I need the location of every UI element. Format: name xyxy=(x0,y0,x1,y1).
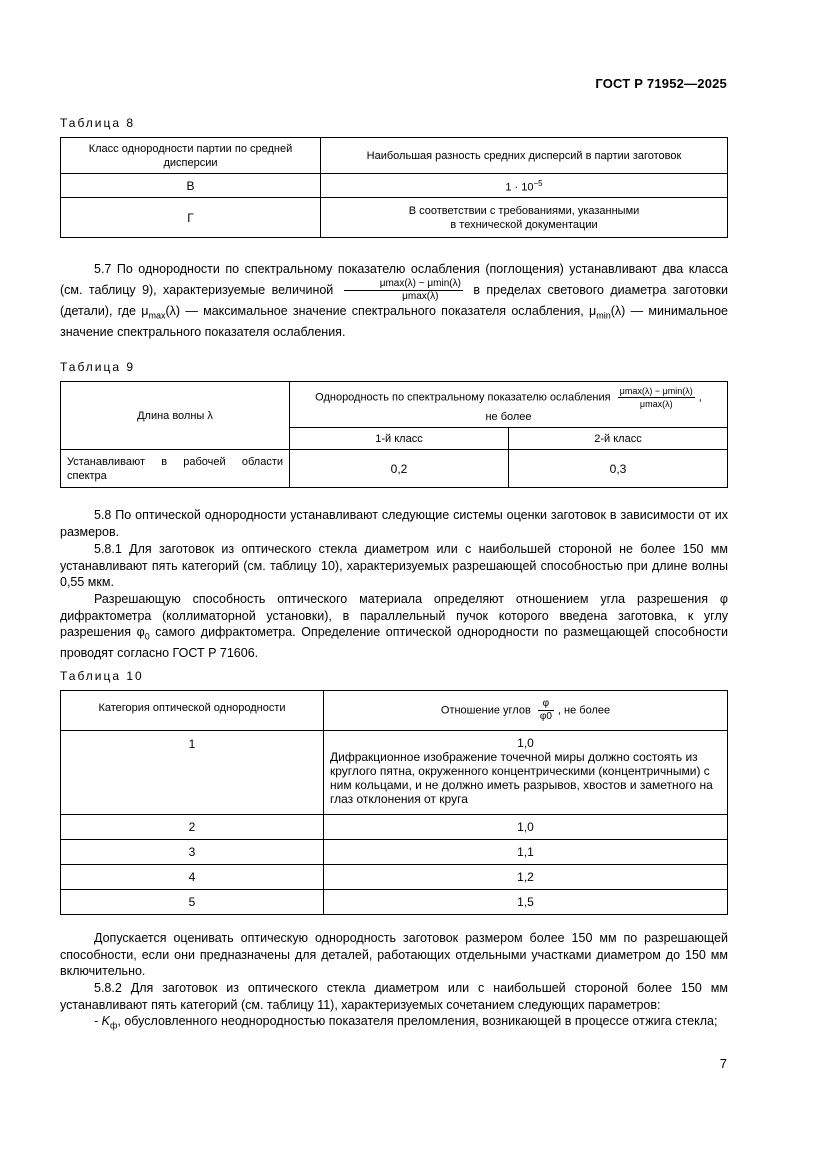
table9 xyxy=(60,381,728,488)
table8-header-class: Класс однородности партии по средней дисперсии xyxy=(61,138,321,174)
paragraph-5-8-2: 5.8.2 Для заготовок из оптического стекла диаметром или с наибольшей стороной более 150 мм устанавливают пять категорий (см. таблицу 11), характеризуемых сочетанием следующих параметров: xyxy=(60,981,728,1012)
page-number: 7 xyxy=(719,1056,727,1071)
table9-class-1: 1-й класс xyxy=(290,428,509,450)
table10-value-cell: 1,1 xyxy=(324,840,728,865)
paragraph-5-8-1: 5.8.1 Для заготовок из оптического стекла диаметром или с наибольшей стороной не более 150 мм устанавливают пять категорий (см. таблицу 10), характеризуемых разрешающей способностью при длине волны 0,55 мкм. xyxy=(60,542,728,589)
paragraph-5-8: 5.8 По оптической однородности устанавливают следующие системы оценки заготовок в зависимости от их размеров. xyxy=(60,508,728,539)
table10-category-cell: 1 xyxy=(61,731,324,815)
table9-value-1: 0,2 xyxy=(290,450,509,488)
table8 xyxy=(60,137,728,238)
table8-caption: Таблица 8 xyxy=(60,116,136,130)
table10-caption: Таблица 10 xyxy=(60,669,144,683)
table-row xyxy=(61,450,728,488)
table-row xyxy=(61,890,728,915)
table10-value-cell: 1,2 xyxy=(324,865,728,890)
table-row xyxy=(61,840,728,865)
table-row xyxy=(61,174,728,198)
table9-class-2: 2-й класс xyxy=(509,428,728,450)
table-row xyxy=(61,815,728,840)
table8-value-cell: В соответствии с требованиями, указанными в технической документации xyxy=(321,198,728,238)
table8-class-cell: В xyxy=(61,174,321,198)
table10-category-cell: 4 xyxy=(61,865,324,890)
table10-value-cell: 1,0 Дифракционное изображение точечной миры должно состоять из круглого пятна, окруженного концентрическими (концентричными) с ним кольцами, и не должно иметь разрывов, хвостов и заметного на глаз отклонения от круга xyxy=(324,731,728,815)
table10 xyxy=(60,690,728,915)
document-id: ГОСТ Р 71952—2025 xyxy=(595,76,727,91)
table10-category-cell: 3 xyxy=(61,840,324,865)
table8-value-cell: $1 \cdot 10^{-5}$ xyxy=(321,174,728,198)
table-row xyxy=(61,198,728,238)
table10-category-cell: 2 xyxy=(61,815,324,840)
table9-row-label: Устанавливают в рабочей области спектра xyxy=(61,450,290,488)
table9-caption: Таблица 9 xyxy=(60,360,136,374)
table9-header-homogeneity: Однородность по спектральному показателю ослабления $\frac{\mu\max(\lambda) - \mu\min(\lambda)}{\mu\max(\lambda)}$ , не более xyxy=(290,382,728,428)
table-row xyxy=(61,731,728,815)
table10-header-category: Категория оптической однородности xyxy=(61,691,324,731)
table10-value-cell: 1,5 xyxy=(324,890,728,915)
paragraph-k-parameter: - $K_ф$, обусловленного неоднородностью показателя преломления, возникающей в процессе отжига стекла; xyxy=(94,1014,718,1031)
table10-header-ratio: Отношение углов $\frac{\varphi}{\varphi 0}$ , не более xyxy=(324,691,728,731)
paragraph-5-7: 5.7 По однородности по спектральному показателю ослабления (поглощения) устанавливают два класса (см. таблицу 9), характеризуемые величиной $\frac{\mu\max(\lambda) - \mu\min(\lambda)}{\mu\max(\lambda)}$ в пределах светового диаметра заготовки (детали), где $\mu_{max}(\lambda)$ — максимальное значение спектрального показателя ослабления, $\mu_{min}(\lambda)$ — минимальное значение спектрального показателя ослабления. xyxy=(60,262,728,339)
table-row xyxy=(61,865,728,890)
table9-header-wavelength: Длина волны λ xyxy=(61,382,290,450)
table10-value-cell: 1,0 xyxy=(324,815,728,840)
table9-value-2: 0,3 xyxy=(509,450,728,488)
table8-class-cell: Г xyxy=(61,198,321,238)
ratio-fraction: $\frac{\mu\max(\lambda) - \mu\min(\lambda)}{\mu\max(\lambda)}$ xyxy=(344,278,463,303)
paragraph-resolution: Разрешающую способность оптического материала определяют отношением угла разрешения φ дифрактометра (коллиматорной установки), в параллельный пучок которого введена заготовка, к углу разрешения $\varphi_0$ самого дифрактометра. Определение оптической однородности по размещающей способности проводят согласно ГОСТ Р 71606. xyxy=(60,592,728,660)
table8-header-diff: Наибольшая разность средних дисперсий в партии заготовок xyxy=(321,138,728,174)
table10-category-cell: 5 xyxy=(61,890,324,915)
paragraph-allowance: Допускается оценивать оптическую однородность заготовок размером более 150 мм по разрешающей способности, если они предназначены для деталей, работающих отдельными участками диаметром до 150 мм включительно. xyxy=(60,931,728,978)
